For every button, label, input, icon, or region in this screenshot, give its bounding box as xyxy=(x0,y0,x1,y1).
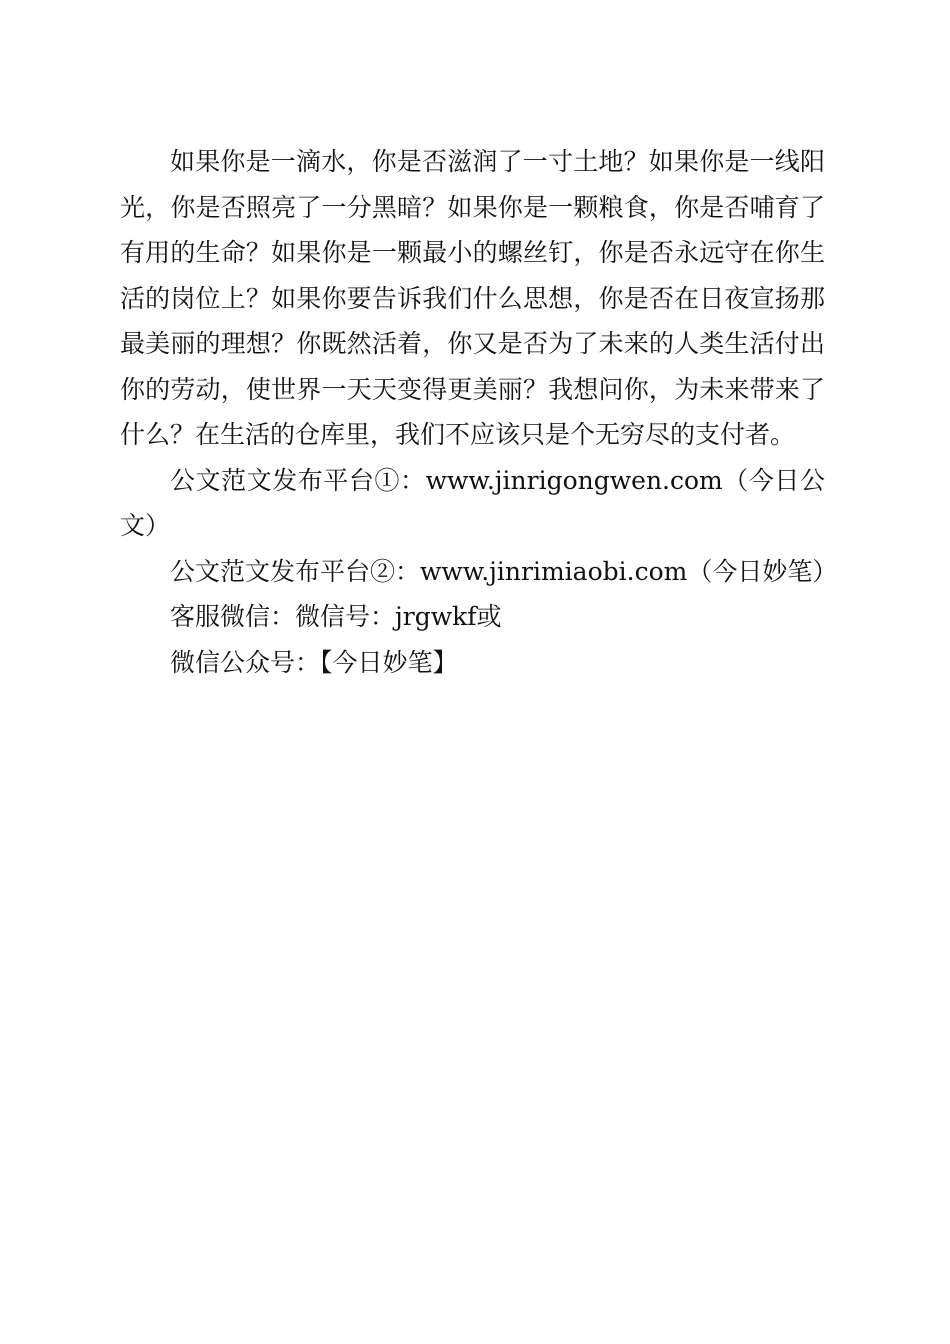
customer-service-line: 客服微信：微信号：jrgwkf或 xyxy=(170,602,502,631)
platform-2-line: 公文范文发布平台②：www.jinrimiaobi.com（今日妙笔） xyxy=(170,556,838,586)
document-content xyxy=(120,139,838,685)
official-account-line: 微信公众号：【今日妙笔】 xyxy=(170,647,458,677)
platform-1-line: 公文范文发布平台①：www.jinrigongwen.com（今日公文） xyxy=(120,465,825,540)
main-paragraph: 如果你是一滴水，你是否滋润了一寸土地？如果你是一线阳光，你是否照亮了一分黑暗？如果你是一颗粮食，你是否哺育了有用的生命？如果你是一颗最小的螺丝钉，你是否永远守在你生活的岗位上？如果你要告诉我们什么思想，你是否在日夜宣扬那最美丽的理想？你既然活着，你又是否为了未来的人类生活付出你的劳动，使世界一天天变得更美丽？我想问你，为未来带来了什么？在生活的仓库里，我们不应该只是个无穷尽的支付者。 xyxy=(120,147,825,449)
